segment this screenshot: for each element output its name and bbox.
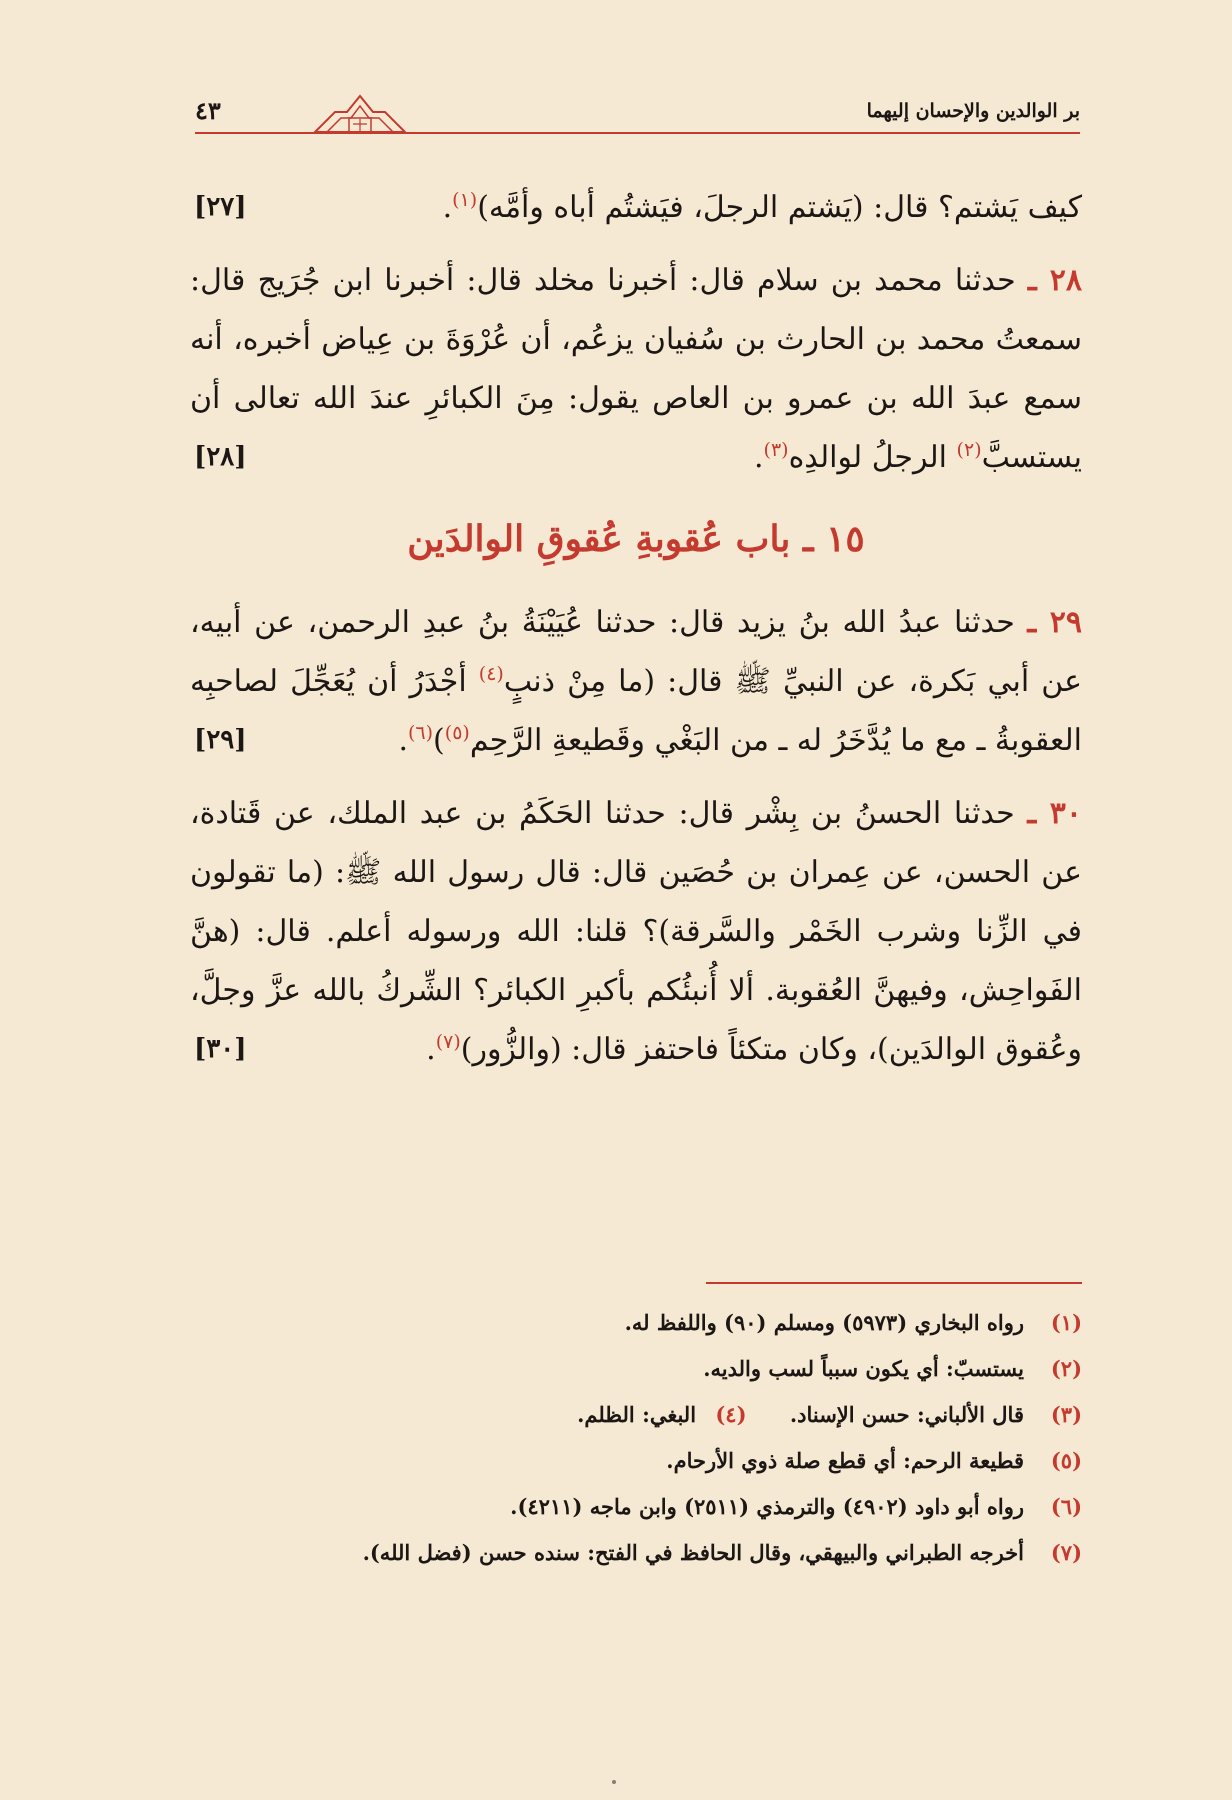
hadith-ref-28: [٢٨]: [194, 442, 247, 472]
footnote-text: أخرجه الطبراني والبيهقي، وقال الحافظ في الفتح: سنده حسن (فضل الله).: [362, 1540, 1024, 1565]
footnote-rule: [706, 1282, 1082, 1284]
running-header: [195, 88, 1080, 138]
footnote-5: [180, 1441, 1082, 1481]
footnote-2: [180, 1349, 1082, 1389]
hadith-27-text: كيف يَشتم؟ قال: (يَشتم الرجلَ، فيَشتُم أباه وأمَّه): [477, 190, 1082, 225]
footnote-text: رواه البخاري (٥٩٧٣) ومسلم (٩٠) واللفظ له.: [624, 1310, 1024, 1335]
main-text: [190, 178, 1082, 1093]
footnote-6: [180, 1487, 1082, 1527]
footnote-7: [180, 1533, 1082, 1573]
footnote-ref-5[interactable]: (٥): [444, 722, 470, 744]
footnote-text: البغي: الظلم.: [577, 1402, 697, 1427]
hadith-number-28: ٢٨ ـ: [1027, 263, 1082, 298]
hadith-29: [190, 593, 1082, 770]
footnote-ref-4[interactable]: (٤): [478, 663, 504, 685]
footnote-number: (٦): [1050, 1494, 1082, 1519]
footnote-number: (٥): [1050, 1448, 1082, 1473]
footnote-text: رواه أبو داود (٤٩٠٢) والترمذي (٢٥١١) وابن ماجه (٤٢١١).: [510, 1494, 1024, 1519]
hadith-28: [190, 251, 1082, 487]
footnote-ref-7[interactable]: (٧): [435, 1031, 461, 1053]
running-title: بر الوالدين والإحسان إليهما: [866, 100, 1080, 122]
hadith-ref-27: [٢٧]: [194, 192, 247, 222]
hadith-29-text-3: ): [433, 723, 445, 758]
ornament-icon: [305, 88, 415, 138]
period: .: [398, 723, 408, 758]
page-dot: [612, 1780, 616, 1784]
footnote-3-4: [180, 1395, 1082, 1435]
hadith-29-text-2: أجْدَرُ أن يُعَجِّلَ لصاحبِه العقوبةُ ـ مع ما يُدَّخَرُ له ـ من البَغْي وقَطيعةِ الرَّحِم: [190, 664, 1082, 758]
footnote-text: قطيعة الرحم: أي قطع صلة ذوي الأرحام.: [666, 1448, 1024, 1473]
footnote-text: يستسبّ: أي يكون سبباً لسب والديه.: [703, 1356, 1024, 1381]
period: .: [753, 440, 764, 475]
footnote-number: (١): [1050, 1310, 1082, 1335]
footnote-number: (٤): [715, 1402, 747, 1427]
header-rule: [195, 132, 1080, 134]
page-number: ٤٣: [195, 96, 221, 125]
hadith-30-text-1: حدثنا الحسنُ بن بِشْر قال: حدثنا الحَكَمُ بن عبد الملك، عن قَتادة، عن الحسن، عن عِمران بن حُصَين قال: قال رسول الله ﷺ: (ما تقولون في الزِّنا وشرب الخَمْر والسَّرقة)؟ قلنا: الله ورسوله أعلم. قال: (هنَّ الفَواحِش، وفيهنَّ العُقوبة. ألا أُنبئُكم بأكبرِ الكبائر؟ الشِّركُ بالله عزَّ وجلَّ، وعُقوق الوالدَين)، وكان متكئاً فاحتفز قال: (والزُّور): [190, 796, 1082, 1067]
chapter-title: ١٥ ـ باب عُقوبةِ عُقوقِ الوالدَين: [407, 518, 865, 560]
footnotes: [180, 1303, 1082, 1579]
footnote-number: (٢): [1050, 1356, 1082, 1381]
hadith-ref-30: [٣٠]: [194, 1034, 247, 1064]
hadith-number-29: ٢٩ ـ: [1027, 605, 1082, 640]
hadith-27-end: [190, 178, 1082, 237]
hadith-28-text-1: حدثنا محمد بن سلام قال: أخبرنا مخلد قال: أخبرنا ابن جُرَيج قال: سمعتُ محمد بن الحارث بن سُفيان يزعُم، أن عُرْوَةَ بن عِياض أخبره، أنه سمع عبدَ الله بن عمرو بن العاص يقول: مِنَ الكبائرِ عندَ الله تعالى أن يستسبَّ: [190, 263, 1082, 475]
hadith-number-30: ٣٠ ـ: [1027, 796, 1082, 831]
footnote-number: (٧): [1050, 1540, 1082, 1565]
hadith-29-text-1: حدثنا عبدُ الله بنُ يزيد قال: حدثنا عُيَيْنَةُ بنُ عبدِ الرحمن، عن أبيه، عن أبي بَكرة، عن النبيِّ ﷺ قال: (ما مِنْ ذنبٍ: [190, 605, 1082, 699]
hadith-ref-29: [٢٩]: [194, 725, 247, 755]
footnote-number: (٣): [1050, 1402, 1082, 1427]
footnote-ref-6[interactable]: (٦): [407, 722, 434, 744]
footnote-text: قال الألباني: حسن الإسناد.: [789, 1402, 1024, 1427]
period: .: [426, 1032, 436, 1067]
hadith-30: [190, 784, 1082, 1079]
period: .: [442, 190, 453, 225]
footnote-ref-1[interactable]: (١): [452, 189, 478, 211]
footnote-ref-3[interactable]: (٣): [763, 439, 789, 461]
footnote-1: [180, 1303, 1082, 1343]
hadith-28-text-2: الرجلُ لوالدِه: [788, 440, 947, 475]
footnote-ref-2[interactable]: (٢): [956, 439, 982, 461]
